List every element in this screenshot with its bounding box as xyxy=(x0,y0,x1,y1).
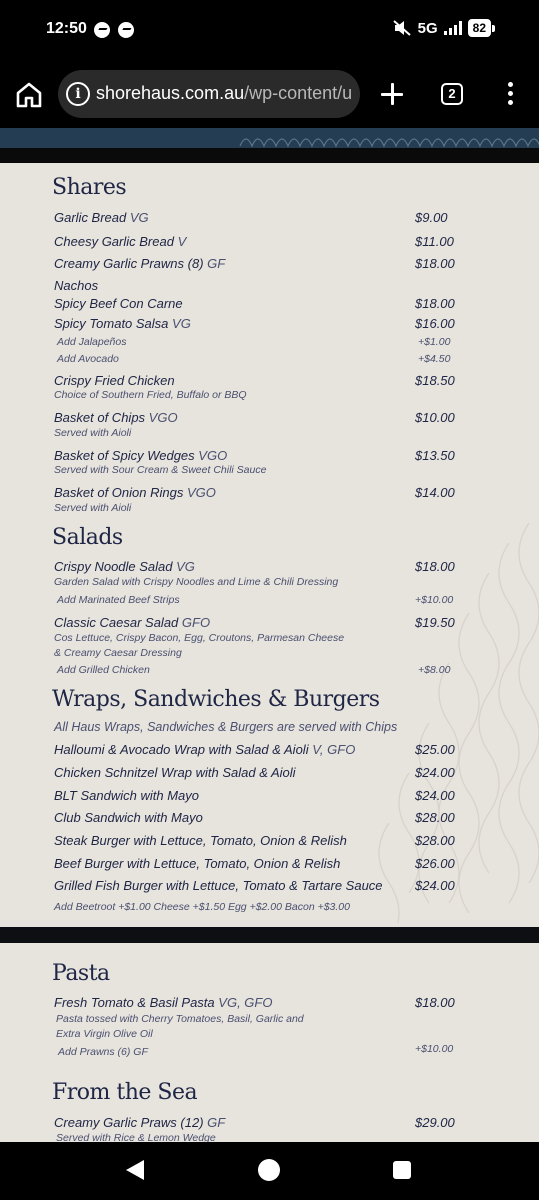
addon-price: +$10.00 xyxy=(415,594,454,606)
battery-level: 82 xyxy=(468,19,491,37)
network-type: 5G xyxy=(417,19,438,37)
addon-item: Add Avocado xyxy=(57,353,119,365)
menu-item: Grilled Fish Burger with Lettuce, Tomato & Tartare Sauce xyxy=(54,878,383,893)
url-bar[interactable] xyxy=(58,70,360,118)
system-nav-bar xyxy=(0,1142,539,1200)
item-price: $25.00 xyxy=(415,742,455,757)
menu-item: BLT Sandwich with Mayo xyxy=(54,788,199,803)
addon-item: Add Jalapeños xyxy=(57,336,127,348)
item-price: $18.00 xyxy=(415,995,455,1010)
recents-icon[interactable] xyxy=(393,1161,411,1179)
menu-item: Crispy Noodle Salad VG xyxy=(54,559,195,574)
menu-item: Basket of Spicy Wedges VGO xyxy=(54,448,228,463)
addon-price: +$1.00 xyxy=(418,336,451,348)
menu-item: Cheesy Garlic Bread V xyxy=(54,234,187,249)
tab-switcher-button[interactable]: 2 xyxy=(441,83,463,105)
menu-item: Basket of Onion Rings VGO xyxy=(54,485,216,500)
item-price: $19.50 xyxy=(415,615,455,630)
item-description: Garden Salad with Crispy Noodles and Lime & Chili Dressing xyxy=(54,576,339,588)
menu-panel xyxy=(0,163,539,927)
messenger-icon xyxy=(94,22,110,38)
home-icon[interactable] xyxy=(14,80,44,110)
menu-item: Basket of Chips VGO xyxy=(54,410,178,425)
item-description: Pasta tossed with Cherry Tomatoes, Basil, Garlic and xyxy=(56,1013,304,1025)
item-description: Served with Aioli xyxy=(54,427,132,439)
section-title-wraps: Wraps, Sandwiches & Burgers xyxy=(52,687,380,712)
web-page[interactable] xyxy=(0,128,539,1142)
section-title-pasta: Pasta xyxy=(52,961,110,986)
messenger-icon xyxy=(118,22,134,38)
item-price: $28.00 xyxy=(415,810,455,825)
addon-line: Add Beetroot +$1.00 Cheese +$1.50 Egg +$2.00 Bacon +$3.00 xyxy=(54,901,350,913)
status-bar xyxy=(0,0,539,60)
item-price: $28.00 xyxy=(415,833,455,848)
menu-item: Beef Burger with Lettuce, Tomato, Onion & Relish xyxy=(54,856,341,871)
status-indicators xyxy=(392,19,495,37)
item-price: $18.50 xyxy=(415,373,455,388)
menu-item: Creamy Garlic Prawns (8) GF xyxy=(54,256,226,271)
addon-item: Add Prawns (6) GF xyxy=(58,1046,148,1058)
item-price: $11.00 xyxy=(415,234,454,249)
menu-panel xyxy=(0,943,539,1142)
item-price: $24.00 xyxy=(415,878,455,893)
item-description: Cos Lettuce, Crispy Bacon, Egg, Croutons, Parmesan Cheese xyxy=(54,632,345,644)
status-time: 12:50 xyxy=(46,20,87,37)
item-description: Extra Virgin Olive Oil xyxy=(56,1028,153,1040)
back-icon[interactable] xyxy=(126,1160,144,1180)
wave-pattern xyxy=(0,128,539,148)
item-price: $9.00 xyxy=(415,210,448,225)
item-price: $13.50 xyxy=(415,448,455,463)
item-description: & Creamy Caesar Dressing xyxy=(54,647,182,659)
section-title-shares: Shares xyxy=(52,175,127,200)
item-price: $24.00 xyxy=(415,765,455,780)
section-subtitle: All Haus Wraps, Sandwiches & Burgers are served with Chips xyxy=(54,720,398,734)
item-price: $16.00 xyxy=(415,316,455,331)
header-banner xyxy=(0,128,539,148)
menu-item: Spicy Beef Con Carne xyxy=(54,296,183,311)
item-description: Served with Sour Cream & Sweet Chili Sauce xyxy=(54,464,267,476)
browser-toolbar xyxy=(0,60,539,128)
item-description: Served with Rice & Lemon Wedge xyxy=(56,1132,216,1142)
menu-item: Fresh Tomato & Basil Pasta VG, GFO xyxy=(54,995,273,1010)
mute-icon xyxy=(392,19,412,37)
menu-item: Creamy Garlic Praws (12) GF xyxy=(54,1115,226,1130)
url-text[interactable]: shorehaus.com.au/wp-content/u xyxy=(96,83,353,103)
addon-price: +$10.00 xyxy=(415,1043,454,1055)
addon-item: Add Grilled Chicken xyxy=(57,664,150,676)
item-price: $18.00 xyxy=(415,256,455,271)
item-price: $29.00 xyxy=(415,1115,455,1130)
menu-item: Chicken Schnitzel Wrap with Salad & Aioli xyxy=(54,765,296,780)
item-description: Served with Aioli xyxy=(54,502,132,514)
menu-item: Crispy Fried Chicken xyxy=(54,373,175,388)
item-price: $10.00 xyxy=(415,410,455,425)
signal-icon xyxy=(444,21,462,35)
home-circle-icon[interactable] xyxy=(258,1159,280,1181)
section-title-salads: Salads xyxy=(52,525,123,550)
item-price: $14.00 xyxy=(415,485,455,500)
new-tab-icon[interactable] xyxy=(378,80,406,108)
menu-item: Garlic Bread VG xyxy=(54,210,149,225)
addon-price: +$8.00 xyxy=(418,664,451,676)
more-options-icon[interactable] xyxy=(506,82,514,108)
addon-price: +$4.50 xyxy=(418,353,451,365)
info-icon[interactable]: i xyxy=(66,82,90,106)
menu-item: Classic Caesar Salad GFO xyxy=(54,615,211,630)
addon-item: Add Marinated Beef Strips xyxy=(57,594,180,606)
item-price: $18.00 xyxy=(415,296,455,311)
section-title-sea: From the Sea xyxy=(52,1080,198,1105)
menu-item: Club Sandwich with Mayo xyxy=(54,810,203,825)
menu-item: Spicy Tomato Salsa VG xyxy=(54,316,191,331)
menu-item: Steak Burger with Lettuce, Tomato, Onion & Relish xyxy=(54,833,347,848)
menu-item: Nachos xyxy=(54,278,99,293)
item-price: $26.00 xyxy=(415,856,455,871)
item-description: Choice of Southern Fried, Buffalo or BBQ xyxy=(54,389,247,401)
battery-icon xyxy=(468,19,495,37)
item-price: $24.00 xyxy=(415,788,455,803)
item-price: $18.00 xyxy=(415,559,455,574)
menu-item: Halloumi & Avocado Wrap with Salad & Aioli V, GFO xyxy=(54,742,356,757)
